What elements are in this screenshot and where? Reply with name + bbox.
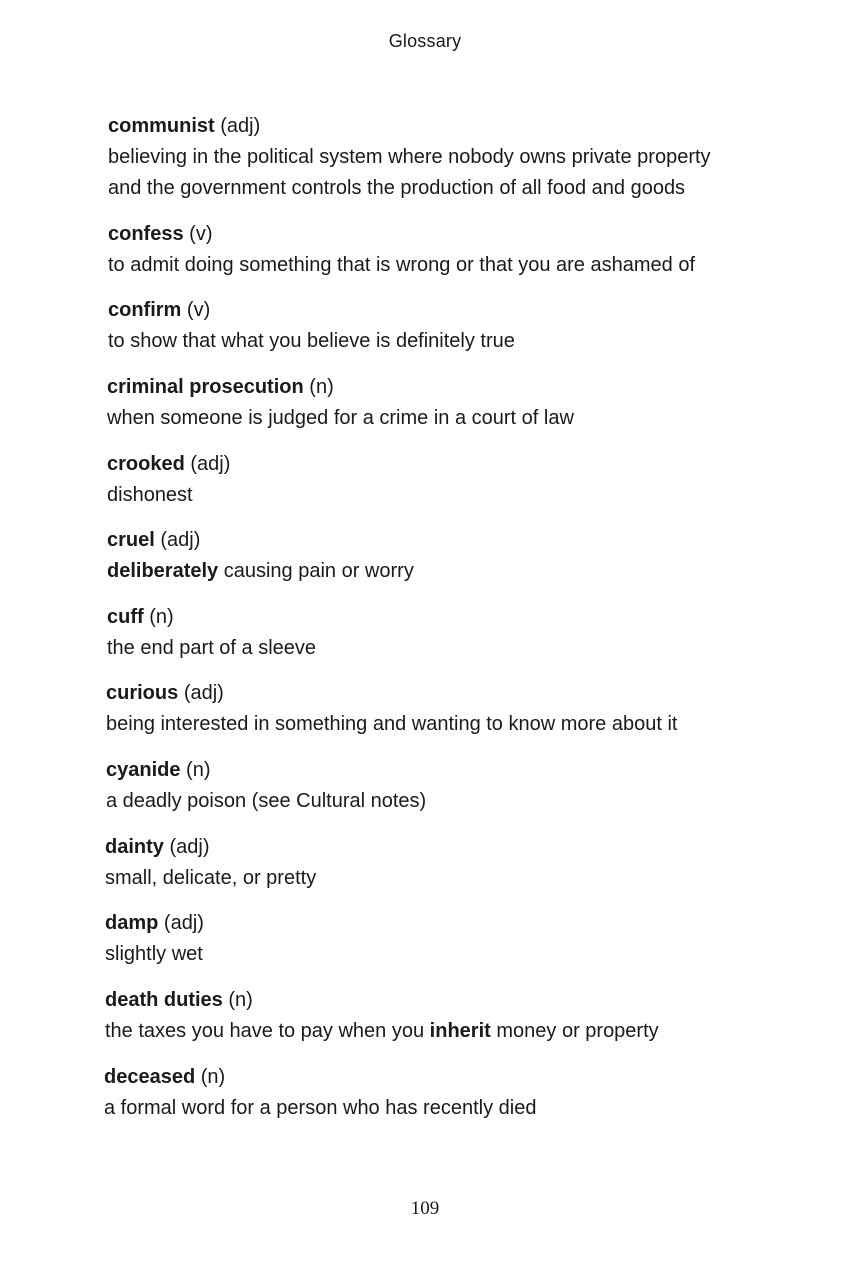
entry-pos: (n): [309, 376, 334, 398]
entry-pos: (adj): [169, 836, 210, 858]
entry-headword: [108, 295, 808, 326]
entry-damp: [105, 908, 805, 970]
definition-text: the taxes you have to pay when you: [105, 1020, 430, 1042]
entry-term: dainty: [105, 836, 164, 858]
entry-confess: [108, 219, 808, 281]
entry-pos: (v): [189, 223, 213, 245]
entry-cruel: [107, 525, 807, 587]
entry-term: communist: [108, 115, 215, 137]
entry-definition: the end part of a sleeve: [107, 637, 317, 659]
entry-term: damp: [105, 912, 159, 934]
entry-pos: (n): [200, 1066, 226, 1088]
entry-crooked: [107, 449, 807, 511]
entry-cuff: [107, 602, 807, 664]
entry-dainty: [105, 832, 805, 894]
running-head: Glossary: [388, 31, 462, 51]
entry-headword: [107, 449, 807, 480]
entry-headword: [104, 1062, 804, 1093]
entry-death-duties: [105, 985, 805, 1047]
entry-definition: and the government controls the production of all food and goods: [108, 177, 686, 199]
entry-term: confirm: [108, 299, 182, 321]
entry-pos: (adj): [160, 529, 201, 551]
entry-term: cyanide: [106, 759, 181, 781]
entry-term: criminal prosecution: [107, 376, 304, 398]
entry-term: cruel: [107, 529, 155, 551]
entry-term: deceased: [104, 1066, 196, 1088]
entry-headword: [105, 985, 805, 1016]
entry-definition: [105, 1016, 805, 1047]
glossary-crossref: inherit: [429, 1020, 491, 1042]
entry-definition: believing in the political system where nobody owns private property: [108, 146, 711, 168]
entry-pos: (adj): [190, 453, 231, 475]
entry-headword: [106, 678, 806, 709]
entry-communist: [108, 111, 808, 204]
entry-pos: (adj): [183, 682, 224, 704]
entry-headword: [108, 219, 808, 250]
entry-headword: [105, 832, 805, 863]
entry-definition: when someone is judged for a crime in a court of law: [107, 407, 574, 429]
definition-text: causing pain or worry: [218, 560, 414, 582]
entry-definition: dishonest: [107, 484, 193, 506]
entry-pos: (n): [149, 606, 174, 628]
entry-pos: (n): [186, 759, 211, 781]
entry-definition: [107, 556, 807, 587]
entry-term: cuff: [107, 606, 144, 628]
entry-confirm: [108, 295, 808, 357]
entry-curious: [106, 678, 806, 740]
entry-definition: to show that what you believe is definitely true: [108, 330, 515, 352]
entry-definition: slightly wet: [105, 943, 203, 965]
entry-pos: (adj): [220, 115, 261, 137]
entry-definition: a deadly poison (see Cultural notes): [106, 790, 427, 812]
entry-definition: a formal word for a person who has recently died: [104, 1097, 537, 1119]
entry-term: curious: [106, 682, 179, 704]
entry-headword: [107, 602, 807, 633]
entry-headword: [106, 755, 806, 786]
entry-definition: to admit doing something that is wrong or that you are ashamed of: [108, 254, 696, 276]
entry-deceased: [104, 1062, 804, 1124]
entry-definition: being interested in something and wanting to know more about it: [106, 713, 678, 735]
entry-definition: small, delicate, or pretty: [105, 867, 317, 889]
entry-cyanide: [106, 755, 806, 817]
entry-pos: (v): [186, 299, 211, 321]
definition-text: money or property: [490, 1020, 659, 1042]
entry-criminal-prosecution: [107, 372, 807, 434]
entry-headword: [108, 111, 808, 142]
entry-term: crooked: [107, 453, 185, 475]
entry-headword: [107, 525, 807, 556]
entry-headword: [107, 372, 807, 403]
entry-headword: [105, 908, 805, 939]
entry-term: confess: [108, 223, 184, 245]
entry-term: death duties: [105, 989, 223, 1011]
entry-pos: (n): [228, 989, 253, 1011]
page-number: 109: [410, 1198, 440, 1219]
glossary-crossref: deliberately: [107, 560, 219, 582]
entry-pos: (adj): [163, 912, 204, 934]
